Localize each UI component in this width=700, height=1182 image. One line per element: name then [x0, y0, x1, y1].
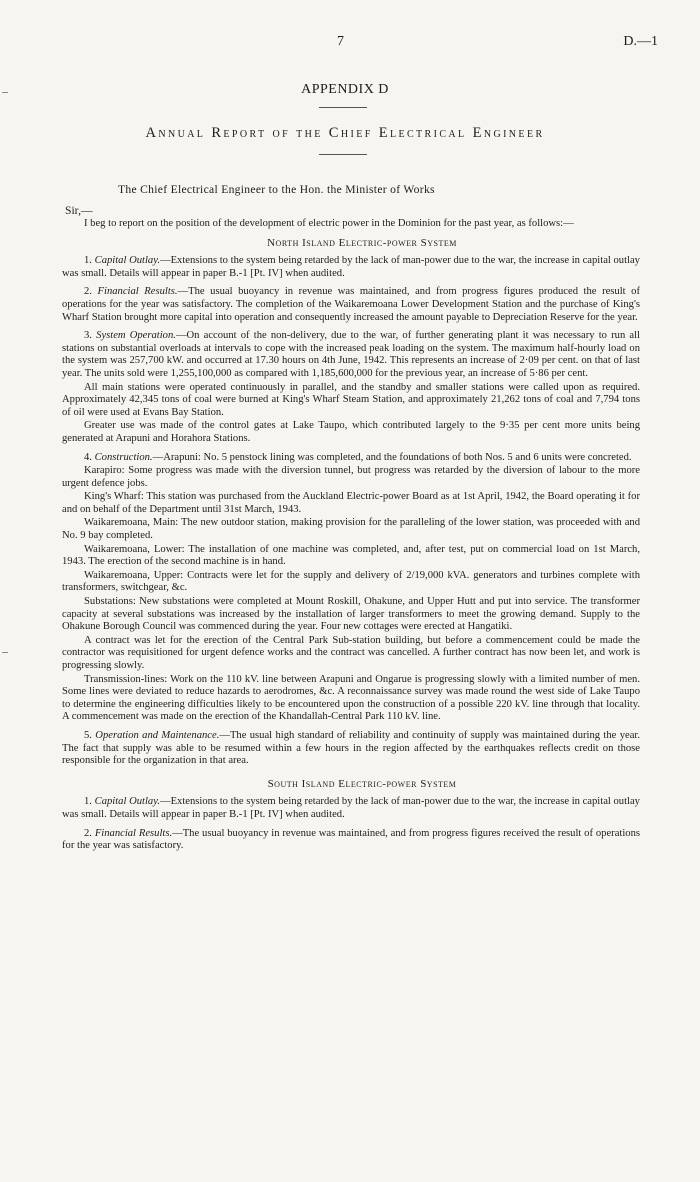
paragraph-transmission-lines: Transmission-lines: Work on the 110 kV. line between Arapuni and Ongarue is progressing slowly with a limited number of men. Some lines were deviated to reduce hazards to aerodromes, &c. A reconnaissance survey was made round the west side of Lake Taupo to determine the engineering difficulties likely to be encountered upon the construction of a possible 220 kV. line through that locality. A commencement was made on the erection of the Khandallah-Central Park 110 kV. line. [62, 673, 640, 723]
salutation: The Chief Electrical Engineer to the Hon. the Minister of Works [118, 183, 435, 196]
paragraph-operation-maintenance: 5. Operation and Maintenance.—The usual high standard of reliability and continuity of supply was maintained during the year. The fact that supply was able to be resumed within a few hours in the region affected by the earthquakes reflects credit on those responsible for the organization in that area. [62, 729, 640, 767]
paragraph-substations: Substations: New substations were completed at Mount Roskill, Ohakune, and Upper Hutt and put into service. The transformer capacity at several substations was increased by the installation of larger transformers to meet the growing demand. Supply to the Ohakune Borough Council was commenced during the year. Four new cottages were erected at Hangatiki. [62, 596, 640, 633]
paragraph-waikaremoana-upper: Waikaremoana, Upper: Contracts were let for the supply and delivery of 2/19,000 kVA. generators and turbines complete with transformers, switchgear, &c. [62, 569, 640, 594]
paragraph-central-park: A contract was let for the erection of the Central Park Sub-station building, but before a commencement could be made the contractor was requisitioned for urgent defence works and the contract was cancelled. A further contract has now been let, and work is progressing slowly. [62, 634, 640, 671]
paragraph-title: System Operation. [96, 330, 176, 342]
margin-mark [2, 652, 8, 653]
section-heading-north: North Island Electric-power System [267, 236, 457, 249]
paragraph-capital-outlay-north: 1. Capital Outlay.—Extensions to the system being retarded by the lack of man-power due to the war, the increase in capital outlay was small. Details will appear in paper B.-1 [Pt. IV] when audited. [62, 255, 640, 279]
paragraph-title: Operation and Maintenance. [95, 729, 220, 741]
page-number: 7 [337, 34, 344, 49]
margin-mark [2, 92, 8, 93]
paragraph-capital-outlay-south: 1. Capital Outlay.—Extensions to the system being retarded by the lack of man-power due to the war, the increase in capital outlay was small. Details will appear in paper B.-1 [Pt. IV] when audited. [62, 796, 640, 820]
paragraph-title: Construction. [94, 451, 153, 463]
paragraph-waikaremoana-main: Waikaremoana, Main: The new outdoor station, making provision for the paralleling of the lower station, was proceeded with and No. 9 bay completed. [62, 517, 640, 542]
paragraph-waikaremoana-lower: Waikaremoana, Lower: The installation of one machine was completed, and, after test, put on commercial load on 1st March, 1943. The erection of the second machine is in hand. [62, 543, 640, 568]
paragraph-title: Capital Outlay. [94, 255, 160, 267]
document-reference: D.—1 [623, 34, 658, 49]
appendix-title: APPENDIX D [301, 82, 389, 97]
paragraph-title: Capital Outlay. [94, 796, 160, 808]
paragraph-financial-results-north: 2. Financial Results.—The usual buoyancy in revenue was maintained, and from progress figures produced the result of operations for the year was satisfactory. The completion of the Waikaremoana Lower Development Station and the purchase of King's Wharf Station brought more capital into operation and consequently increased the amount payable to Depreciation Reserve for the year. [62, 286, 641, 323]
sir-greeting: Sir,— [65, 204, 93, 217]
paragraph-financial-results-south: 2. Financial Results.—The usual buoyancy in revenue was maintained, and from progress figures received the result of operations for the year was satisfactory. [62, 827, 640, 852]
paragraph-title: Financial Results. [97, 286, 178, 298]
intro-paragraph: I beg to report on the position of the development of electric power in the Dominion for the past year, as follows:— [84, 218, 574, 229]
paragraph-title: Financial Results. [94, 827, 173, 839]
paragraph-stations: All main stations were operated continuously in parallel, and the standby and smaller stations were called upon as required. Approximately 42,345 tons of coal were burned at King's Wharf Steam Station, and approximately 21,262 tons of coal and 7,794 tons of oil were used at Evans Bay Station. [62, 381, 640, 418]
title-rule [319, 107, 367, 108]
report-body [62, 218, 640, 859]
paragraph-system-operation: 3. System Operation.—On account of the non-delivery, due to the war, of further generating plant it was necessary to run all stations on substantial overloads at intervals to cope with the increased peak loading on the system. The maximum half-hourly load on the system was 257,700 kW. and occurred at 17.30 hours on 4th June, 1942. This represents an increase of 2·09 per cent. on that of last year. The units sold were 1,255,100,000 as compared with 1,185,600,000 for the previous year, an increase of 5·86 per cent. [62, 330, 641, 379]
report-title: Annual Report of the Chief Electrical Engineer [145, 125, 545, 141]
section-heading-south: South Island Electric-power System [267, 777, 457, 790]
paragraph-kings-wharf: King's Wharf: This station was purchased from the Auckland Electric-power Board as at 1st April, 1942, the Board operating it for and on behalf of the Department until 31st March, 1943. [62, 491, 640, 515]
paragraph-construction: 4. Construction.—Arapuni: No. 5 penstock lining was completed, and the foundations of both Nos. 5 and 6 units were concreted. [84, 451, 632, 463]
paragraph-lake-taupo: Greater use was made of the control gates at Lake Taupo, which contributed largely to the 9·35 per cent more units being generated at Arapuni and Horahora Stations. [62, 420, 640, 444]
title-rule-lower [319, 154, 367, 155]
paragraph-karapiro: Karapiro: Some progress was made with the diversion tunnel, but progress was retarded by the diversion of labour to the more urgent defence jobs. [62, 465, 640, 489]
